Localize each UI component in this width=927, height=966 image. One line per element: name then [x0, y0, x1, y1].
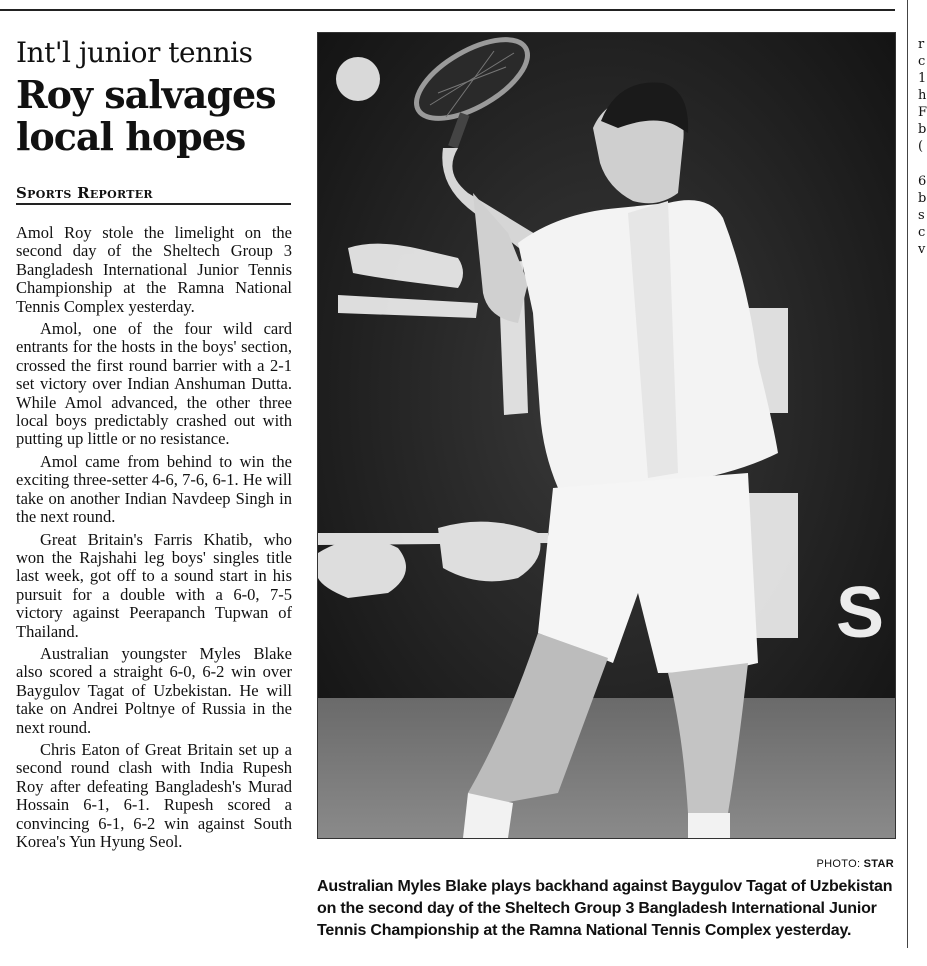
adjacent-column-fragment: b: [918, 122, 927, 137]
adjacent-column: [918, 0, 925, 948]
adjacent-column-fragment: c: [918, 225, 926, 240]
adjacent-column-fragment: (: [918, 139, 924, 154]
adjacent-column-fragment: r: [918, 37, 925, 52]
adjacent-column-fragment: h: [918, 88, 927, 103]
column-divider: [907, 0, 908, 948]
tennis-ball: [336, 57, 380, 101]
article-paragraph: Australian youngster Myles Blake also scored a straight 6-0, 6-2 win over Baygulov Tagat of Uzbekistan. He will take on Andrei Poltnye of Russia in the next round.: [16, 643, 292, 737]
photo-credit-source: STAR: [863, 858, 894, 870]
article-paragraph: Chris Eaton of Great Britain set up a second round clash with India Rupesh Roy after defeating Bangladesh's Murad Hossain 6-1, 6-1. Rupesh scored a convincing 6-1, 6-2 win against South Korea's Yun Hyung Seol.: [16, 739, 292, 851]
adjacent-column-fragment: 6: [918, 174, 927, 189]
article-paragraph: Amol came from behind to win the exciting three-setter 4-6, 7-6, 6-1. He will take on another Indian Navdeep Singh in the next round.: [16, 451, 292, 527]
article-paragraph: Great Britain's Farris Khatib, who won the Rajshahi leg boys' singles title last week, got off to a sound start in his pursuit for a double with a 6-0, 7-5 victory against Peerapanch Tupwan of Thailand.: [16, 529, 292, 641]
adjacent-column-fragment: c: [918, 54, 926, 69]
article-paragraph: Amol Roy stole the limelight on the second day of the Sheltech Group 3 Bangladesh International Junior Tennis Championship at the Ramna National Tennis Complex yesterday.: [16, 223, 292, 316]
adjacent-column-fragment: v: [918, 242, 926, 257]
photo-credit: [700, 858, 894, 870]
banner-letter: S: [836, 573, 885, 653]
article-headline: Roy salvages local hopes: [16, 72, 276, 159]
article-paragraph: Amol, one of the four wild card entrants for the hosts in the boys' section, crossed the first round barrier with a 2-1 set victory over Indian Anshuman Dutta. While Amol advanced, the other three local boys predictably crashed out with putting up little or no resistance.: [16, 319, 292, 449]
article-byline: Sports Reporter: [16, 184, 291, 205]
adjacent-column-fragment: 1: [918, 71, 927, 86]
tennis-player-photo: [318, 33, 895, 838]
article-kicker: Int'l junior tennis: [16, 36, 253, 69]
top-rule: [0, 9, 895, 11]
article-body: [16, 224, 292, 855]
photo-credit-prefix: PHOTO:: [816, 858, 864, 870]
photo-caption: Australian Myles Blake plays backhand against Baygulov Tagat of Uzbekistan on the second day of the Sheltech Group 3 Bangladesh International Junior Tennis Championship at the Ramna National Tennis Complex yesterday.: [317, 878, 893, 939]
adjacent-column-fragment: b: [918, 191, 927, 206]
adjacent-column-fragment: s: [918, 208, 925, 223]
news-photo: [317, 32, 896, 839]
adjacent-column-fragment: F: [918, 105, 927, 120]
